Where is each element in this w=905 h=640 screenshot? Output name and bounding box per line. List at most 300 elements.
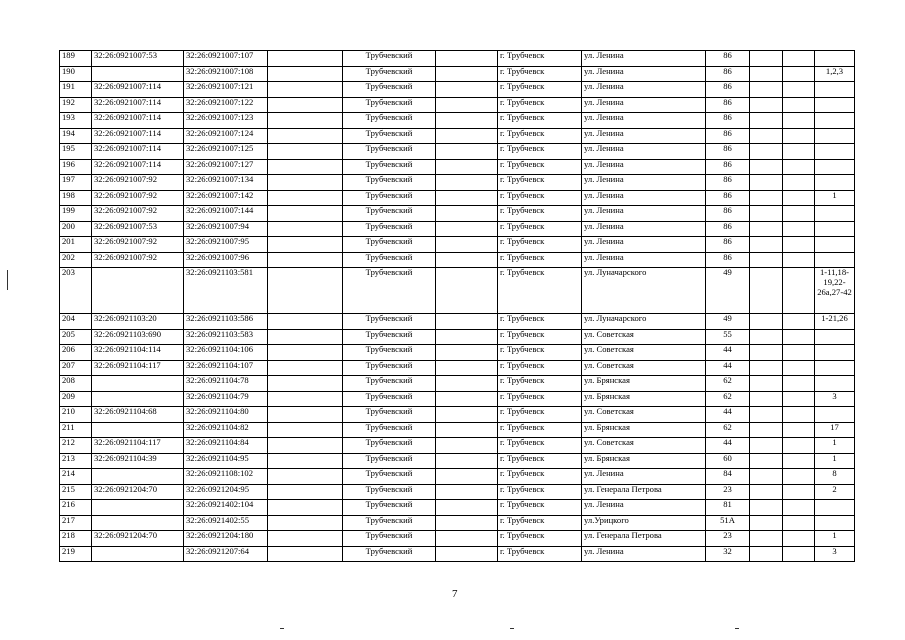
row-number-cell: 204 — [60, 314, 92, 330]
empty-cell — [268, 314, 343, 330]
empty-cell — [783, 66, 815, 82]
house-number-cell: 86 — [706, 237, 750, 253]
city-cell: г. Трубчевск — [498, 252, 582, 268]
table-row — [60, 314, 855, 330]
city-cell: г. Трубчевск — [498, 546, 582, 562]
empty-cell — [750, 252, 783, 268]
scan-margin-mark — [7, 270, 8, 290]
cadastral-number-cell: 32:26:0921007:127 — [184, 159, 268, 175]
row-number-cell: 197 — [60, 175, 92, 191]
district-cell: Трубчевский — [343, 237, 436, 253]
table-row — [60, 484, 855, 500]
empty-cell — [268, 376, 343, 392]
empty-cell — [750, 113, 783, 129]
cadastral-number-cell: 32:26:0921103:581 — [184, 268, 268, 314]
empty-cell — [268, 175, 343, 191]
empty-cell — [783, 453, 815, 469]
table-row — [60, 113, 855, 129]
table-row — [60, 469, 855, 485]
district-cell: Трубчевский — [343, 113, 436, 129]
district-cell: Трубчевский — [343, 546, 436, 562]
empty-cell — [783, 484, 815, 500]
row-number-cell: 202 — [60, 252, 92, 268]
house-number-cell: 86 — [706, 252, 750, 268]
flats-cell — [815, 252, 855, 268]
house-number-cell: 86 — [706, 113, 750, 129]
empty-cell — [750, 345, 783, 361]
page-number: 7 — [452, 588, 458, 600]
flats-cell — [815, 407, 855, 423]
scan-bottom-mark — [280, 628, 284, 629]
house-number-cell: 86 — [706, 190, 750, 206]
cadastral-number-cell: 32:26:0921104:78 — [184, 376, 268, 392]
empty-cell — [436, 159, 498, 175]
cadastral-number-cell: 32:26:0921402:55 — [184, 515, 268, 531]
district-cell: Трубчевский — [343, 422, 436, 438]
flats-cell — [815, 175, 855, 191]
street-cell: ул. Ленина — [582, 66, 706, 82]
cadastral-number-cell: 32:26:0921104:84 — [184, 438, 268, 454]
cadastral-parent-cell — [92, 500, 184, 516]
row-number-cell: 210 — [60, 407, 92, 423]
empty-cell — [783, 407, 815, 423]
flats-cell — [815, 360, 855, 376]
flats-cell — [815, 221, 855, 237]
district-cell: Трубчевский — [343, 159, 436, 175]
empty-cell — [783, 113, 815, 129]
cadastral-parent-cell: 32:26:0921104:114 — [92, 345, 184, 361]
empty-cell — [750, 376, 783, 392]
empty-cell — [750, 391, 783, 407]
empty-cell — [436, 268, 498, 314]
scan-bottom-mark — [735, 628, 739, 629]
street-cell: ул. Ленина — [582, 206, 706, 222]
city-cell: г. Трубчевск — [498, 453, 582, 469]
row-number-cell: 213 — [60, 453, 92, 469]
flats-cell — [815, 329, 855, 345]
street-cell: ул. Советская — [582, 407, 706, 423]
empty-cell — [268, 484, 343, 500]
empty-cell — [436, 345, 498, 361]
street-cell: ул.Урицкого — [582, 515, 706, 531]
table-row — [60, 546, 855, 562]
empty-cell — [268, 252, 343, 268]
cadastral-parent-cell: 32:26:0921007:92 — [92, 237, 184, 253]
house-number-cell: 44 — [706, 345, 750, 361]
street-cell: ул. Ленина — [582, 97, 706, 113]
city-cell: г. Трубчевск — [498, 221, 582, 237]
empty-cell — [783, 314, 815, 330]
house-number-cell: 86 — [706, 97, 750, 113]
empty-cell — [436, 237, 498, 253]
cadastral-parent-cell — [92, 515, 184, 531]
house-number-cell: 49 — [706, 314, 750, 330]
street-cell: ул. Ленина — [582, 252, 706, 268]
row-number-cell: 190 — [60, 66, 92, 82]
empty-cell — [268, 531, 343, 547]
district-cell: Трубчевский — [343, 314, 436, 330]
empty-cell — [783, 175, 815, 191]
row-number-cell: 203 — [60, 268, 92, 314]
street-cell: ул. Брянская — [582, 422, 706, 438]
cadastral-number-cell: 32:26:0921104:106 — [184, 345, 268, 361]
city-cell: г. Трубчевск — [498, 422, 582, 438]
empty-cell — [750, 484, 783, 500]
row-number-cell: 219 — [60, 546, 92, 562]
empty-cell — [750, 546, 783, 562]
empty-cell — [436, 82, 498, 98]
table-body — [60, 51, 855, 562]
empty-cell — [436, 190, 498, 206]
empty-cell — [268, 221, 343, 237]
empty-cell — [436, 252, 498, 268]
empty-cell — [783, 268, 815, 314]
empty-cell — [783, 221, 815, 237]
district-cell: Трубчевский — [343, 268, 436, 314]
house-number-cell: 49 — [706, 268, 750, 314]
empty-cell — [268, 206, 343, 222]
empty-cell — [268, 345, 343, 361]
street-cell: ул. Ленина — [582, 546, 706, 562]
table-row — [60, 237, 855, 253]
district-cell: Трубчевский — [343, 531, 436, 547]
street-cell: ул. Брянская — [582, 376, 706, 392]
street-cell: ул. Ленина — [582, 237, 706, 253]
table-row — [60, 345, 855, 361]
cadastral-number-cell: 32:26:0921103:586 — [184, 314, 268, 330]
row-number-cell: 192 — [60, 97, 92, 113]
table-row — [60, 221, 855, 237]
table-row — [60, 438, 855, 454]
empty-cell — [268, 546, 343, 562]
empty-cell — [783, 144, 815, 160]
district-cell: Трубчевский — [343, 66, 436, 82]
empty-cell — [436, 66, 498, 82]
empty-cell — [268, 128, 343, 144]
empty-cell — [268, 268, 343, 314]
district-cell: Трубчевский — [343, 376, 436, 392]
cadastral-number-cell: 32:26:0921103:583 — [184, 329, 268, 345]
empty-cell — [436, 500, 498, 516]
empty-cell — [268, 66, 343, 82]
table-row — [60, 252, 855, 268]
empty-cell — [750, 469, 783, 485]
table-row — [60, 453, 855, 469]
flats-cell — [815, 51, 855, 67]
empty-cell — [268, 438, 343, 454]
flats-cell: 8 — [815, 469, 855, 485]
cadastral-number-cell: 32:26:0921104:107 — [184, 360, 268, 376]
street-cell: ул. Луначарского — [582, 268, 706, 314]
empty-cell — [750, 206, 783, 222]
empty-cell — [750, 97, 783, 113]
table-row — [60, 515, 855, 531]
table-row — [60, 422, 855, 438]
table-row — [60, 407, 855, 423]
scan-bottom-mark — [510, 628, 514, 629]
flats-cell — [815, 97, 855, 113]
house-number-cell: 86 — [706, 82, 750, 98]
empty-cell — [750, 438, 783, 454]
flats-cell: 1-11,18-19,22-26а,27-42 — [815, 268, 855, 314]
house-number-cell: 23 — [706, 531, 750, 547]
district-cell: Трубчевский — [343, 469, 436, 485]
empty-cell — [750, 329, 783, 345]
empty-cell — [783, 438, 815, 454]
empty-cell — [268, 190, 343, 206]
flats-cell: 3 — [815, 391, 855, 407]
row-number-cell: 196 — [60, 159, 92, 175]
cadastral-number-cell: 32:26:0921402:104 — [184, 500, 268, 516]
empty-cell — [268, 97, 343, 113]
empty-cell — [783, 128, 815, 144]
house-number-cell: 62 — [706, 391, 750, 407]
cadastral-parent-cell: 32:26:0921007:114 — [92, 144, 184, 160]
empty-cell — [268, 453, 343, 469]
empty-cell — [783, 82, 815, 98]
city-cell: г. Трубчевск — [498, 515, 582, 531]
empty-cell — [436, 453, 498, 469]
city-cell: г. Трубчевск — [498, 360, 582, 376]
empty-cell — [783, 206, 815, 222]
empty-cell — [783, 237, 815, 253]
flats-cell — [815, 206, 855, 222]
empty-cell — [750, 144, 783, 160]
empty-cell — [783, 97, 815, 113]
empty-cell — [783, 500, 815, 516]
cadastral-parent-cell: 32:26:0921007:114 — [92, 159, 184, 175]
city-cell: г. Трубчевск — [498, 113, 582, 129]
cadastral-parent-cell: 32:26:0921204:70 — [92, 484, 184, 500]
flats-cell — [815, 144, 855, 160]
empty-cell — [783, 159, 815, 175]
city-cell: г. Трубчевск — [498, 407, 582, 423]
house-number-cell: 86 — [706, 221, 750, 237]
cadastral-parent-cell: 32:26:0921007:114 — [92, 97, 184, 113]
table-row — [60, 268, 855, 314]
cadastral-parent-cell: 32:26:0921104:68 — [92, 407, 184, 423]
empty-cell — [436, 128, 498, 144]
cadastral-parent-cell: 32:26:0921007:92 — [92, 252, 184, 268]
empty-cell — [268, 469, 343, 485]
cadastral-number-cell: 32:26:0921007:95 — [184, 237, 268, 253]
cadastral-number-cell: 32:26:0921007:94 — [184, 221, 268, 237]
cadastral-parent-cell — [92, 422, 184, 438]
flats-cell: 1 — [815, 453, 855, 469]
empty-cell — [750, 515, 783, 531]
empty-cell — [436, 314, 498, 330]
cadastral-number-cell: 32:26:0921007:124 — [184, 128, 268, 144]
street-cell: ул. Генерала Петрова — [582, 531, 706, 547]
cadastral-number-cell: 32:26:0921007:121 — [184, 82, 268, 98]
row-number-cell: 194 — [60, 128, 92, 144]
empty-cell — [268, 51, 343, 67]
empty-cell — [436, 221, 498, 237]
street-cell: ул. Ленина — [582, 469, 706, 485]
house-number-cell: 44 — [706, 438, 750, 454]
house-number-cell: 32 — [706, 546, 750, 562]
table-row — [60, 329, 855, 345]
empty-cell — [268, 360, 343, 376]
street-cell: ул. Брянская — [582, 391, 706, 407]
house-number-cell: 86 — [706, 206, 750, 222]
city-cell: г. Трубчевск — [498, 144, 582, 160]
cadastral-number-cell: 32:26:0921007:134 — [184, 175, 268, 191]
empty-cell — [783, 51, 815, 67]
empty-cell — [783, 391, 815, 407]
house-number-cell: 84 — [706, 469, 750, 485]
house-number-cell: 86 — [706, 128, 750, 144]
empty-cell — [268, 422, 343, 438]
cadastral-number-cell: 32:26:0921007:144 — [184, 206, 268, 222]
city-cell: г. Трубчевск — [498, 438, 582, 454]
district-cell: Трубчевский — [343, 500, 436, 516]
cadastral-number-cell: 32:26:0921204:180 — [184, 531, 268, 547]
empty-cell — [783, 515, 815, 531]
flats-cell: 1 — [815, 438, 855, 454]
cadastral-parent-cell: 32:26:0921007:53 — [92, 51, 184, 67]
row-number-cell: 191 — [60, 82, 92, 98]
city-cell: г. Трубчевск — [498, 329, 582, 345]
empty-cell — [268, 391, 343, 407]
empty-cell — [436, 469, 498, 485]
table-row — [60, 97, 855, 113]
empty-cell — [750, 175, 783, 191]
table-row — [60, 66, 855, 82]
flats-cell: 1 — [815, 190, 855, 206]
empty-cell — [436, 484, 498, 500]
cadastral-number-cell: 32:26:0921204:95 — [184, 484, 268, 500]
cadastral-parent-cell: 32:26:0921104:39 — [92, 453, 184, 469]
empty-cell — [436, 546, 498, 562]
empty-cell — [750, 159, 783, 175]
flats-cell — [815, 376, 855, 392]
city-cell: г. Трубчевск — [498, 159, 582, 175]
house-number-cell: 60 — [706, 453, 750, 469]
table-row — [60, 360, 855, 376]
flats-cell: 17 — [815, 422, 855, 438]
district-cell: Трубчевский — [343, 128, 436, 144]
house-number-cell: 62 — [706, 422, 750, 438]
empty-cell — [436, 438, 498, 454]
street-cell: ул. Ленина — [582, 51, 706, 67]
district-cell: Трубчевский — [343, 252, 436, 268]
empty-cell — [268, 500, 343, 516]
house-number-cell: 55 — [706, 329, 750, 345]
flats-cell: 3 — [815, 546, 855, 562]
row-number-cell: 215 — [60, 484, 92, 500]
flats-cell — [815, 159, 855, 175]
district-cell: Трубчевский — [343, 391, 436, 407]
city-cell: г. Трубчевск — [498, 484, 582, 500]
city-cell: г. Трубчевск — [498, 345, 582, 361]
cadastral-number-cell: 32:26:0921007:125 — [184, 144, 268, 160]
empty-cell — [436, 206, 498, 222]
empty-cell — [436, 376, 498, 392]
row-number-cell: 212 — [60, 438, 92, 454]
row-number-cell: 211 — [60, 422, 92, 438]
street-cell: ул. Ленина — [582, 159, 706, 175]
flats-cell: 2 — [815, 484, 855, 500]
cadastral-parent-cell: 32:26:0921204:70 — [92, 531, 184, 547]
street-cell: ул. Ленина — [582, 175, 706, 191]
row-number-cell: 216 — [60, 500, 92, 516]
flats-cell — [815, 515, 855, 531]
city-cell: г. Трубчевск — [498, 500, 582, 516]
empty-cell — [750, 221, 783, 237]
street-cell: ул. Ленина — [582, 144, 706, 160]
table-row — [60, 206, 855, 222]
cadastral-parent-cell — [92, 469, 184, 485]
empty-cell — [783, 376, 815, 392]
empty-cell — [750, 531, 783, 547]
cadastral-parent-cell: 32:26:0921007:92 — [92, 206, 184, 222]
table-row — [60, 128, 855, 144]
empty-cell — [783, 252, 815, 268]
empty-cell — [750, 66, 783, 82]
row-number-cell: 201 — [60, 237, 92, 253]
house-number-cell: 86 — [706, 66, 750, 82]
row-number-cell: 199 — [60, 206, 92, 222]
house-number-cell: 23 — [706, 484, 750, 500]
table-row — [60, 159, 855, 175]
table-row — [60, 391, 855, 407]
cadastral-parent-cell: 32:26:0921007:114 — [92, 113, 184, 129]
cadastral-number-cell: 32:26:0921108:102 — [184, 469, 268, 485]
house-number-cell: 86 — [706, 159, 750, 175]
city-cell: г. Трубчевск — [498, 175, 582, 191]
empty-cell — [268, 329, 343, 345]
row-number-cell: 207 — [60, 360, 92, 376]
house-number-cell: 86 — [706, 51, 750, 67]
district-cell: Трубчевский — [343, 97, 436, 113]
district-cell: Трубчевский — [343, 360, 436, 376]
empty-cell — [783, 546, 815, 562]
cadastral-parent-cell: 32:26:0921007:53 — [92, 221, 184, 237]
cadastral-number-cell: 32:26:0921007:108 — [184, 66, 268, 82]
district-cell: Трубчевский — [343, 515, 436, 531]
city-cell: г. Трубчевск — [498, 82, 582, 98]
table-row — [60, 190, 855, 206]
empty-cell — [268, 159, 343, 175]
cadastral-number-cell: 32:26:0921104:80 — [184, 407, 268, 423]
district-cell: Трубчевский — [343, 453, 436, 469]
empty-cell — [783, 531, 815, 547]
row-number-cell: 200 — [60, 221, 92, 237]
table-row — [60, 175, 855, 191]
city-cell: г. Трубчевск — [498, 314, 582, 330]
city-cell: г. Трубчевск — [498, 531, 582, 547]
cadastral-table — [59, 50, 855, 562]
empty-cell — [436, 407, 498, 423]
cadastral-parent-cell — [92, 66, 184, 82]
street-cell: ул. Ленина — [582, 113, 706, 129]
house-number-cell: 44 — [706, 360, 750, 376]
district-cell: Трубчевский — [343, 144, 436, 160]
cadastral-parent-cell: 32:26:0921104:117 — [92, 360, 184, 376]
flats-cell — [815, 128, 855, 144]
street-cell: ул. Советская — [582, 360, 706, 376]
flats-cell — [815, 237, 855, 253]
flats-cell — [815, 500, 855, 516]
empty-cell — [268, 407, 343, 423]
cadastral-parent-cell — [92, 391, 184, 407]
district-cell: Трубчевский — [343, 206, 436, 222]
row-number-cell: 218 — [60, 531, 92, 547]
empty-cell — [436, 422, 498, 438]
row-number-cell: 214 — [60, 469, 92, 485]
district-cell: Трубчевский — [343, 407, 436, 423]
